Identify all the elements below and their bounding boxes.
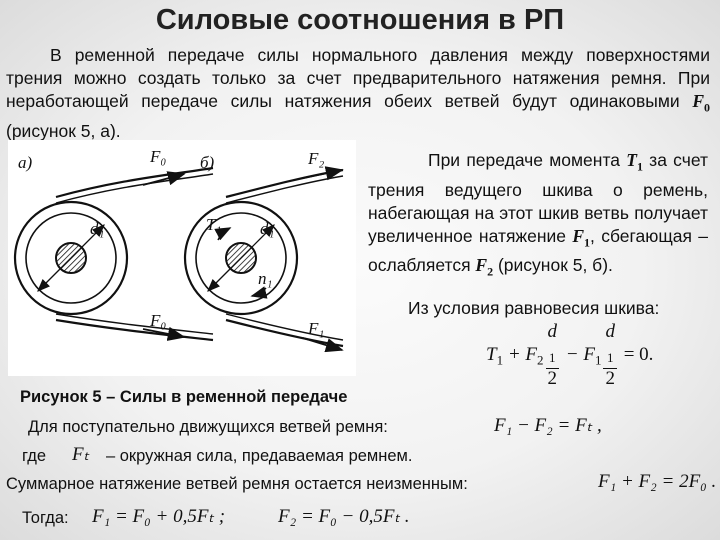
diameter-label-a: d₁ (90, 219, 105, 238)
slide-title: Силовые соотношения в РП (155, 4, 565, 36)
moment-paragraph (368, 149, 708, 284)
torque-label: T₁ (206, 215, 222, 234)
force-f1-label: F₁ (308, 319, 325, 338)
label-b: б) (200, 153, 215, 172)
equation-f2: F₂ = F₀ − 0,5Fₜ . (278, 506, 410, 527)
equilibrium-label: Из условия равновесия шкива: (408, 298, 660, 318)
equation-sum: F₁ + F₂ = 2F₀ . (598, 471, 717, 492)
equation-f1: F₁ = F₀ + 0,5Fₜ ; (92, 506, 226, 527)
then-label: Тогда: (22, 509, 69, 527)
pulley-a (15, 168, 213, 340)
intro-text: В ременной передаче силы нормального давления между поверхностями трения можно создать только за счет предварительного натяжения ремня. При неработающей передаче силы натяжения обеих ветвей будут одинаковыми (6, 45, 710, 111)
equation-difference: F₁ − F₂ = Fₜ , (494, 415, 602, 436)
where-description: – окружная сила, предаваемая ремнем. (106, 447, 413, 465)
label-a: а) (18, 153, 33, 172)
moment-text-3: , сбегающая – ослабляется (368, 225, 708, 275)
forward-branches-line: Для поступательно движущихся ветвей ремня: (28, 418, 388, 436)
f1-symbol: $F_1$ (572, 225, 591, 249)
figure-5 (8, 140, 356, 376)
f0-symbol: $F_0$ (692, 91, 710, 115)
intro-tail: (рисунок 5, а). (6, 120, 121, 141)
force-f0-top-label: F₀ (150, 147, 167, 166)
force-f0-bottom-label: F₀ (150, 311, 167, 330)
moment-text-2: за счет трения ведущего шкива о ремень, набегающая на этот шкив ветвь получает увеличенное натяжение (368, 150, 708, 246)
moment-text-4: (рисунок 5, б). (493, 255, 613, 275)
diameter-label-b: d₁ (260, 219, 275, 238)
intro-paragraph (6, 44, 710, 143)
where-symbol: Fₜ (72, 444, 90, 465)
sum-tension-line: Суммарное натяжение ветвей ремня остается неизменным: (6, 475, 468, 493)
belt-drive-diagram (8, 140, 356, 376)
force-f2-label: F₂ (308, 149, 325, 168)
f2-symbol: $F_2$ (475, 255, 494, 279)
figure-caption: Рисунок 5 – Силы в ременной передаче (20, 388, 348, 406)
t1-symbol: $T_1$ (626, 150, 643, 174)
moment-text-1: При передаче момента (428, 150, 627, 170)
where-label: где (22, 447, 47, 465)
speed-label: n₁ (258, 269, 273, 288)
equilibrium-equation: $T_1 + F_2$ d $_1$ 2 − $F_1$ d $_1$ 2 = 0. (486, 321, 654, 389)
